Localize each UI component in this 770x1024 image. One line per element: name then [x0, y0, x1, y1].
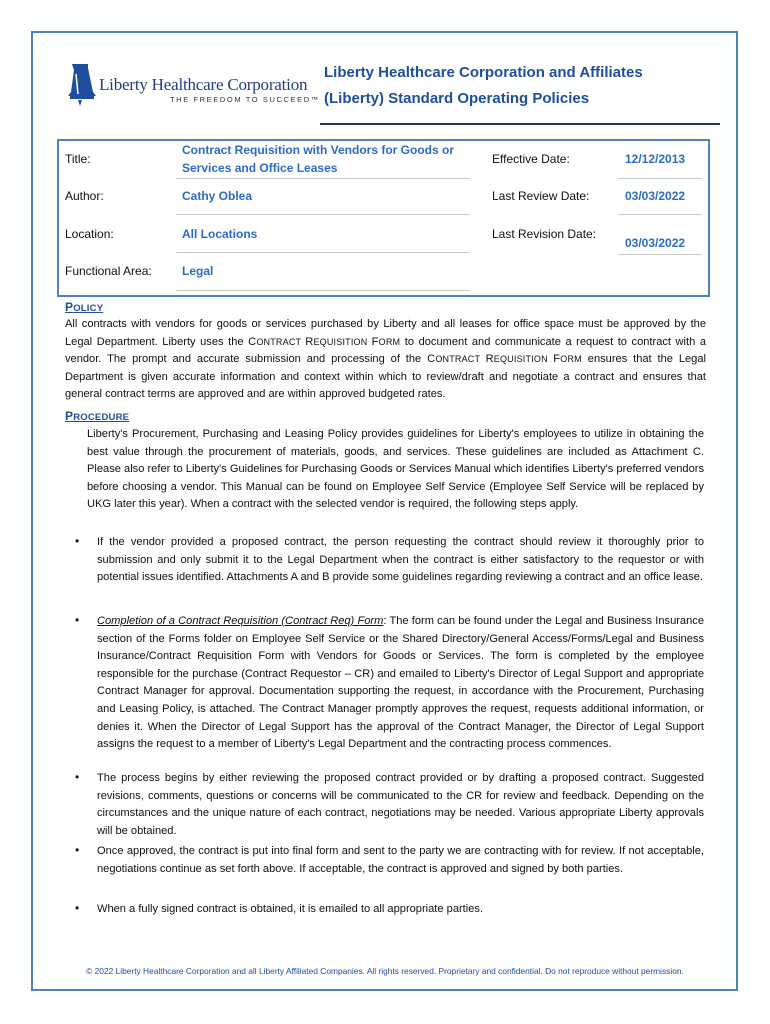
title-value: Contract Requisition with Vendors for Goods or Services and Office Leases: [182, 143, 455, 175]
author-value: Cathy Oblea: [182, 189, 253, 203]
last-revision-label: Last Revision Date:: [492, 227, 597, 241]
last-revision-underline: [618, 254, 702, 255]
functional-area-label: Functional Area:: [65, 264, 152, 278]
title-label: Title:: [65, 152, 91, 166]
effective-date-underline: [618, 178, 702, 179]
contract-req-form-text: : The form can be found under the Legal and Business Insurance section of the Forms folder on Employee Self Service or the Shared Directory/General Access/Forms/Legal and Business Insurance/Contract Requisition Form with Vendors for Goods or Services. The form is completed by the employee responsible for the purchase (Contract Requestor – CR) and emailed to Liberty's Director of Legal Support and appropriate Contract Manager for approval. Documentation supporting the request, in accordance with the Procurement, Purchasing and Leasing Policy, is attached. The Contract Manager promptly approves the request, requests additional information, or denies it. When the Director of Legal Support has the approval of the Contract Manager, the Director of Legal Support assigns the request to a member of Liberty's Legal Department and the contracting process commences.: [97, 615, 704, 751]
effective-date-value: 12/12/2013: [625, 152, 686, 166]
location-label: Location:: [65, 227, 114, 241]
company-logo: [66, 60, 320, 110]
policy-heading: POLICY: [65, 300, 104, 314]
procedure-step-contract-req-form: [97, 613, 704, 754]
policy-text-a: All contracts with vendors for goods or services purchased by Liberty and all leases for office space must be approved by the Legal Department. Liberty uses the: [65, 318, 706, 348]
author-label: Author:: [65, 189, 104, 203]
procedure-intro: Liberty's Procurement, Purchasing and Leasing Policy provides guidelines for Liberty's employees to utilize in obtaining the best value through the procurement of materials, goods, and services. These guidelines are included as Attachment C. Please also refer to Liberty's Guidelines for Purchasing Goods or Services Manual which identifies Liberty's preferred vendors before choosing a vendor. This Manual can be found on Employee Self Service (Employee Self Service will be replaced by UKG later this year). When a contract with the selected vendor is required, the following steps apply.: [87, 428, 704, 511]
bullet-dot: •: [75, 770, 80, 784]
policy-form-name-1: CONTRACT REQUISITION FORM: [248, 335, 401, 348]
procedure-heading: PROCEDURE: [65, 409, 130, 423]
copyright-footer: © 2022 Liberty Healthcare Corporation and all Liberty Affiliated Companies. All rights reserved. Proprietary and confidential. Do not reproduce without permission.: [86, 966, 684, 976]
effective-date-label: Effective Date:: [492, 152, 570, 166]
logo-name: Liberty Healthcare Corporation: [99, 75, 308, 94]
bullet-dot: •: [75, 901, 80, 915]
functional-area-value: Legal: [182, 264, 214, 278]
bullet-dot: •: [75, 534, 80, 548]
bullet-dot: •: [75, 843, 80, 857]
location-underline: [176, 252, 470, 253]
author-underline: [176, 214, 470, 215]
header-divider: [320, 123, 720, 125]
document-title-line-2: (Liberty) Standard Operating Policies: [324, 90, 590, 107]
document-title: [324, 60, 724, 112]
liberty-bell-icon: [66, 60, 98, 106]
policy-text-b: to document and communicate a request to contract with a vendor. The prompt and accurate submission and processing of the: [65, 335, 706, 366]
last-review-underline: [618, 214, 702, 215]
functional-area-underline: [176, 290, 470, 291]
procedure-step-drafting: The process begins by either reviewing the proposed contract provided or by drafting a proposed contract. Suggested revisions, comments, questions or concerns will be communicated to the CR for review and feedback. Depending on the circumstances and the unique nature of each contract, negotiations may be needed. Various appropriate Liberty approvals will be obtained.: [97, 772, 704, 837]
procedure-step-signed-contract: When a fully signed contract is obtained, it is emailed to all appropriate parties.: [97, 903, 484, 915]
procedure-step-final-form: Once approved, the contract is put into final form and sent to the party we are contracting with for review. If not acceptable, negotiations continue as set forth above. If acceptable, the contract is approved and signed by both parties.: [97, 845, 704, 875]
last-review-value: 03/03/2022: [625, 189, 686, 203]
last-revision-value: 03/03/2022: [625, 236, 686, 250]
location-value: All Locations: [182, 227, 258, 241]
document-title-line-1: Liberty Healthcare Corporation and Affiliates: [324, 64, 643, 81]
bullet-dot: •: [75, 613, 80, 627]
contract-req-form-title: Completion of a Contract Requisition (Contract Req) Form: [97, 615, 384, 627]
title-underline: [176, 178, 470, 179]
policy-paragraph: [65, 316, 706, 404]
last-review-label: Last Review Date:: [492, 189, 590, 203]
procedure-step-review-contract: If the vendor provided a proposed contract, the person requesting the contract should review it thoroughly prior to submission and only submit it to the Legal Department when the contract is either satisfactory to the requestor or with potential issues identified. Attachments A and B provide some guidelines regarding reviewing a contract and an office lease.: [97, 536, 704, 584]
policy-text-c: ensures that the Legal Department is given accurate information and context within which to review/draft and negotiate a contract and ensures that general contract terms are approved and are within approved budgeted rates.: [65, 353, 706, 401]
logo-tagline: THE FREEDOM TO SUCCEED™: [170, 95, 320, 104]
policy-form-name-2: CONTRACT REQUISITION FORM: [427, 353, 582, 366]
